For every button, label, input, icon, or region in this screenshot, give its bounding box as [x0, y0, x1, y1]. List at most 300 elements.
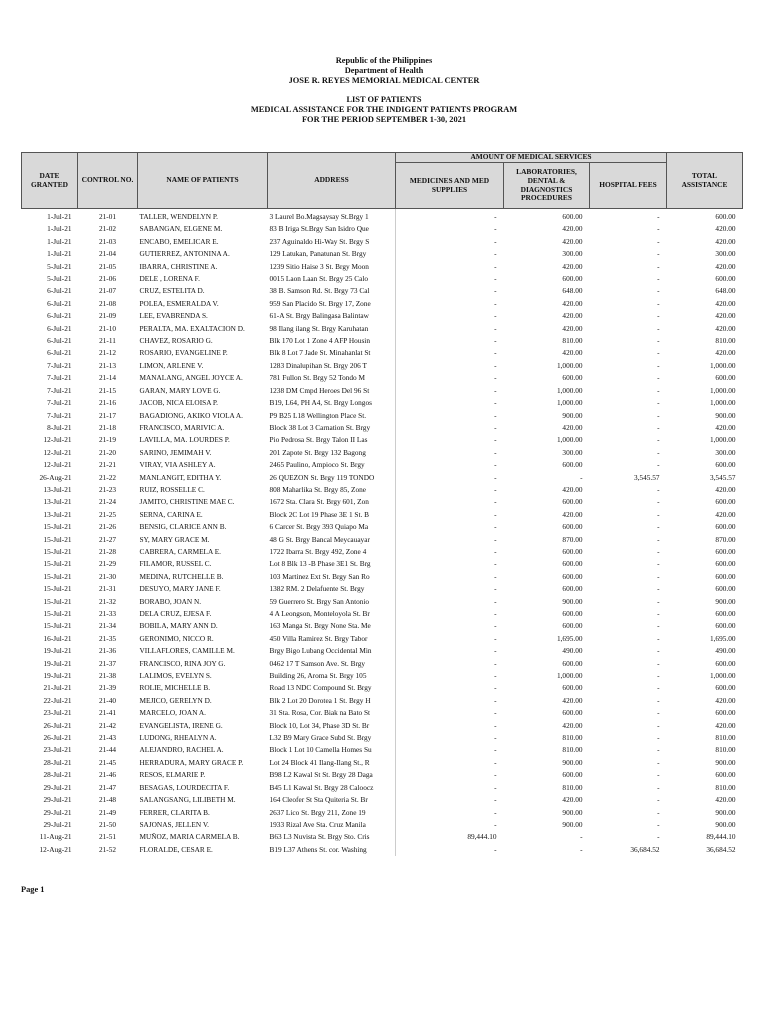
cell-hospital-fees: -: [657, 385, 660, 395]
cell-laboratories: 600.00: [562, 658, 583, 668]
cell-date-granted: 19-Jul-21: [43, 671, 72, 681]
cell-patient-name: BORABO, JOAN N.: [139, 596, 202, 606]
cell-total-assistance: 600.00: [715, 584, 736, 594]
cell-total-assistance: 900.00: [715, 410, 736, 420]
cell-patient-name: BAGADIONG, AKIKO VIOLA A.: [139, 410, 243, 420]
cell-address: B19 L37 Athens St. cor. Washing: [268, 844, 396, 856]
header-total-assistance: TOTAL ASSISTANCE: [667, 153, 743, 209]
cell-date-granted: 29-Jul-21: [43, 819, 72, 829]
cell-control-no: 21-13: [98, 360, 117, 370]
cell-total-assistance: 420.00: [715, 323, 736, 333]
cell-hospital-fees: -: [657, 261, 660, 271]
cell-medicines: -: [494, 249, 497, 259]
cell-patient-name: CHAVEZ, ROSARIO G.: [139, 336, 213, 346]
cell-medicines: -: [494, 323, 497, 333]
table-row: [22, 422, 743, 434]
table-row: [22, 459, 743, 471]
cell-patient-name: ALEJANDRO, RACHEL A.: [139, 745, 224, 755]
cell-laboratories: 900.00: [562, 819, 583, 829]
cell-total-assistance: 420.00: [715, 422, 736, 432]
cell-address: L32 B9 Mary Grace Subd St. Brgy: [268, 732, 396, 744]
cell-laboratories: 420.00: [562, 695, 583, 705]
cell-address: 1382 RM. 2 Delafuente St. Brgy: [268, 583, 396, 595]
cell-control-no: 21-12: [98, 348, 117, 358]
cell-total-assistance: 420.00: [715, 311, 736, 321]
cell-date-granted: 26-Jul-21: [43, 720, 72, 730]
cell-hospital-fees: -: [657, 460, 660, 470]
cell-patient-name: SARINO, JEMIMAH V.: [139, 447, 212, 457]
cell-medicines: -: [494, 559, 497, 569]
cell-address: 3 Laurel Bo.Magsaysay St.Brgy 1: [268, 209, 396, 224]
cell-medicines: -: [494, 571, 497, 581]
cell-address: 781 Fullon St. Brgy 52 Tondo M: [268, 372, 396, 384]
cell-hospital-fees: -: [657, 497, 660, 507]
cell-control-no: 21-03: [98, 236, 117, 246]
cell-control-no: 21-32: [98, 596, 117, 606]
cell-laboratories: 420.00: [562, 484, 583, 494]
cell-laboratories: 600.00: [562, 546, 583, 556]
cell-hospital-fees: -: [657, 360, 660, 370]
table-row: [22, 236, 743, 248]
cell-medicines: -: [494, 720, 497, 730]
patients-table-body: [22, 209, 743, 857]
cell-medicines: -: [494, 757, 497, 767]
cell-date-granted: 16-Jul-21: [43, 633, 72, 643]
cell-patient-name: SABANGAN, ELGENE M.: [139, 224, 223, 234]
header-date-granted: DATE GRANTED: [22, 153, 78, 209]
cell-hospital-fees: -: [657, 373, 660, 383]
cell-date-granted: 15-Jul-21: [43, 546, 72, 556]
cell-total-assistance: 600.00: [715, 621, 736, 631]
cell-address: P9 B25 L18 Wellington Place St.: [268, 410, 396, 422]
cell-laboratories: 810.00: [562, 745, 583, 755]
table-row: [22, 645, 743, 657]
cell-patient-name: RESOS, ELMARIE P.: [139, 770, 206, 780]
cell-total-assistance: 300.00: [715, 447, 736, 457]
table-row: [22, 744, 743, 756]
cell-control-no: 21-30: [98, 571, 117, 581]
cell-patient-name: LEE, EVABRENDA S.: [139, 311, 208, 321]
cell-address: Block 10, Lot 34, Phase 3D St. Br: [268, 720, 396, 732]
cell-hospital-fees: -: [657, 720, 660, 730]
cell-patient-name: SY, MARY GRACE M.: [139, 534, 210, 544]
page-number: Page 1: [21, 885, 45, 894]
cell-patient-name: VIRAY, VIA ASHLEY A.: [139, 460, 216, 470]
cell-medicines: -: [494, 385, 497, 395]
cell-address: Blk 170 Lot 1 Zone 4 AFP Housin: [268, 335, 396, 347]
cell-address: 4 A Leongson, Monteloyola St. Br: [268, 608, 396, 620]
cell-total-assistance: 600.00: [715, 559, 736, 569]
cell-total-assistance: 420.00: [715, 348, 736, 358]
cell-hospital-fees: -: [657, 224, 660, 234]
table-row: [22, 509, 743, 521]
header-control-no: CONTROL NO.: [78, 153, 138, 209]
cell-hospital-fees: -: [657, 348, 660, 358]
cell-total-assistance: 810.00: [715, 336, 736, 346]
cell-date-granted: 15-Jul-21: [43, 596, 72, 606]
cell-medicines: -: [494, 236, 497, 246]
cell-date-granted: 13-Jul-21: [43, 497, 72, 507]
cell-control-no: 21-49: [98, 807, 117, 817]
cell-hospital-fees: -: [657, 522, 660, 532]
cell-medicines: -: [494, 398, 497, 408]
cell-hospital-fees: -: [657, 484, 660, 494]
cell-patient-name: EVANGELISTA, IRENE G.: [139, 720, 223, 730]
cell-address: 1722 Ibarra St. Brgy 492, Zone 4: [268, 546, 396, 558]
cell-total-assistance: 420.00: [715, 236, 736, 246]
cell-date-granted: 22-Jul-21: [43, 695, 72, 705]
cell-total-assistance: 420.00: [715, 720, 736, 730]
cell-hospital-fees: -: [657, 733, 660, 743]
cell-patient-name: ROSARIO, EVANGELINE P.: [139, 348, 228, 358]
cell-total-assistance: 600.00: [715, 770, 736, 780]
cell-laboratories: 1,000.00: [556, 385, 583, 395]
cell-total-assistance: 648.00: [715, 286, 736, 296]
cell-hospital-fees: -: [657, 708, 660, 718]
table-row: [22, 682, 743, 694]
header-name-of-patients: NAME OF PATIENTS: [138, 153, 268, 209]
cell-patient-name: JAMITO, CHRISTINE MAE C.: [139, 497, 235, 507]
cell-date-granted: 15-Jul-21: [43, 621, 72, 631]
cell-control-no: 21-26: [98, 522, 117, 532]
cell-hospital-fees: -: [657, 422, 660, 432]
patients-table: [21, 152, 743, 856]
cell-total-assistance: 600.00: [715, 373, 736, 383]
cell-medicines: -: [494, 497, 497, 507]
cell-hospital-fees: -: [657, 571, 660, 581]
cell-control-no: 21-34: [98, 621, 117, 631]
cell-hospital-fees: -: [657, 757, 660, 767]
cell-date-granted: 6-Jul-21: [47, 286, 72, 296]
cell-control-no: 21-47: [98, 782, 117, 792]
cell-hospital-fees: -: [657, 559, 660, 569]
table-row: [22, 261, 743, 273]
cell-laboratories: 600.00: [562, 584, 583, 594]
cell-medicines: -: [494, 336, 497, 346]
cell-address: Blk 8 Lot 7 Jade St. Minahanlat St: [268, 347, 396, 359]
table-row: [22, 620, 743, 632]
cell-control-no: 21-24: [98, 497, 117, 507]
cell-date-granted: 13-Jul-21: [43, 484, 72, 494]
cell-patient-name: MUÑOZ, MARIA CARMELA B.: [139, 832, 240, 842]
cell-date-granted: 15-Jul-21: [43, 522, 72, 532]
cell-total-assistance: 900.00: [715, 807, 736, 817]
cell-patient-name: SALANGSANG, LILIBETH M.: [139, 795, 236, 805]
cell-total-assistance: 810.00: [715, 782, 736, 792]
cell-hospital-fees: -: [657, 658, 660, 668]
table-row: [22, 484, 743, 496]
cell-total-assistance: 1,695.00: [709, 633, 736, 643]
header-period: FOR THE PERIOD SEPTEMBER 1-30, 2021: [301, 114, 467, 124]
cell-medicines: -: [494, 708, 497, 718]
table-row: [22, 558, 743, 570]
cell-control-no: 21-35: [98, 633, 117, 643]
cell-patient-name: LALIMOS, EVELYN S.: [139, 671, 212, 681]
cell-control-no: 21-01: [98, 212, 117, 221]
cell-address: 38 B. Samson Rd. St. Brgy 73 Cal: [268, 285, 396, 297]
cell-address: Building 26, Aroma St. Brgy 105: [268, 670, 396, 682]
cell-total-assistance: 810.00: [715, 733, 736, 743]
cell-patient-name: LUDONG, RHEALYN A.: [139, 733, 217, 743]
table-row: [22, 831, 743, 843]
cell-patient-name: ROLIE, MICHELLE B.: [139, 683, 211, 693]
cell-address: 808 Maharlika St. Brgy 85, Zone: [268, 484, 396, 496]
header-republic: Republic of the Philippines: [335, 56, 433, 65]
cell-medicines: -: [494, 261, 497, 271]
cell-patient-name: SERNA, CARINA E.: [139, 509, 203, 519]
cell-patient-name: FILAMOR, RUSSEL C.: [139, 559, 212, 569]
cell-control-no: 21-27: [98, 534, 117, 544]
cell-patient-name: RUIZ, ROSSELLE C.: [139, 484, 205, 494]
cell-hospital-fees: -: [657, 236, 660, 246]
cell-hospital-fees: -: [657, 336, 660, 346]
cell-hospital-fees: -: [657, 435, 660, 445]
cell-total-assistance: 600.00: [715, 497, 736, 507]
cell-date-granted: 29-Jul-21: [43, 795, 72, 805]
table-row: [22, 223, 743, 235]
cell-control-no: 21-36: [98, 646, 117, 656]
cell-hospital-fees: -: [657, 646, 660, 656]
cell-hospital-fees: -: [657, 695, 660, 705]
cell-laboratories: 490.00: [562, 646, 583, 656]
cell-address: 163 Manga St. Brgy None Sta. Me: [268, 620, 396, 632]
cell-date-granted: 1-Jul-21: [47, 236, 72, 246]
cell-patient-name: MANLANGIT, EDITHA Y.: [139, 472, 222, 482]
cell-address: 31 Sta. Rosa, Cor. Biak na Bato St: [268, 707, 396, 719]
cell-medicines: -: [494, 633, 497, 643]
cell-address: Blk 2 Lot 20 Dorotea 1 St. Brgy H: [268, 695, 396, 707]
cell-laboratories: 420.00: [562, 311, 583, 321]
cell-total-assistance: 600.00: [715, 546, 736, 556]
table-row: [22, 844, 743, 856]
cell-laboratories: 420.00: [562, 236, 583, 246]
table-row: [22, 298, 743, 310]
cell-hospital-fees: -: [657, 621, 660, 631]
cell-date-granted: 15-Jul-21: [43, 609, 72, 618]
table-row: [22, 360, 743, 372]
cell-control-no: 21-43: [98, 733, 117, 743]
cell-total-assistance: 600.00: [715, 274, 736, 284]
cell-address: 1283 Dinalupihan St. Brgy 206 T: [268, 360, 396, 372]
cell-laboratories: -: [580, 832, 583, 842]
cell-control-no: 21-02: [98, 224, 117, 234]
cell-medicines: -: [494, 460, 497, 470]
cell-total-assistance: 900.00: [715, 596, 736, 606]
table-row: [22, 285, 743, 297]
table-row: [22, 658, 743, 670]
cell-hospital-fees: -: [657, 323, 660, 333]
cell-date-granted: 1-Jul-21: [47, 212, 72, 221]
cell-date-granted: 7-Jul-21: [47, 373, 72, 383]
cell-medicines: -: [494, 447, 497, 457]
cell-medicines: -: [494, 212, 497, 221]
cell-total-assistance: 870.00: [715, 534, 736, 544]
cell-control-no: 21-52: [98, 844, 117, 854]
cell-laboratories: 420.00: [562, 323, 583, 333]
cell-laboratories: 600.00: [562, 683, 583, 693]
cell-control-no: 21-28: [98, 546, 117, 556]
cell-patient-name: GARAN, MARY LOVE G.: [139, 385, 221, 395]
cell-medicines: -: [494, 546, 497, 556]
cell-address: 164 Cleofer St Sta Quiteria St. Br: [268, 794, 396, 806]
cell-address: 61-A St. Brgy Balingasa Balintaw: [268, 310, 396, 322]
table-row: [22, 608, 743, 620]
cell-hospital-fees: -: [657, 795, 660, 805]
header-amount-of-medical-services: AMOUNT OF MEDICAL SERVICES: [396, 153, 667, 163]
cell-medicines: -: [494, 484, 497, 494]
cell-total-assistance: 810.00: [715, 745, 736, 755]
cell-address: 450 Villa Ramirez St. Brgy Tabor: [268, 633, 396, 645]
cell-date-granted: 15-Jul-21: [43, 584, 72, 594]
cell-laboratories: 1,000.00: [556, 671, 583, 681]
cell-address: Block 2C Lot 19 Phase 3E 1 St. B: [268, 509, 396, 521]
cell-laboratories: 300.00: [562, 249, 583, 259]
cell-control-no: 21-31: [98, 584, 117, 594]
cell-address: 1672 Sta. Clara St. Brgy 601, Zon: [268, 496, 396, 508]
table-row: [22, 782, 743, 794]
table-row: [22, 310, 743, 322]
cell-patient-name: GERONIMO, NICCO R.: [139, 633, 214, 643]
cell-patient-name: DELA CRUZ, EJESA F.: [139, 609, 212, 618]
cell-hospital-fees: -: [657, 509, 660, 519]
cell-hospital-fees: -: [657, 584, 660, 594]
cell-date-granted: 7-Jul-21: [47, 410, 72, 420]
cell-address: 26 QUEZON St. Brgy 119 TONDO: [268, 472, 396, 484]
cell-patient-name: FLORALDE, CESAR E.: [139, 844, 213, 854]
cell-patient-name: GUTIERREZ, ANTONINA A.: [139, 249, 230, 259]
cell-hospital-fees: -: [657, 633, 660, 643]
cell-date-granted: 23-Jul-21: [43, 745, 72, 755]
cell-laboratories: -: [580, 472, 583, 482]
cell-date-granted: 7-Jul-21: [47, 398, 72, 408]
table-row: [22, 571, 743, 583]
table-row: [22, 273, 743, 285]
cell-medicines: -: [494, 584, 497, 594]
cell-medicines: -: [494, 770, 497, 780]
cell-address: 103 Martinez Ext St. Brgy San Ro: [268, 571, 396, 583]
cell-laboratories: 600.00: [562, 609, 583, 618]
cell-laboratories: 420.00: [562, 422, 583, 432]
table-row: [22, 410, 743, 422]
cell-hospital-fees: -: [657, 807, 660, 817]
table-row: [22, 323, 743, 335]
cell-total-assistance: 600.00: [715, 708, 736, 718]
cell-laboratories: 600.00: [562, 460, 583, 470]
cell-date-granted: 12-Aug-21: [39, 844, 72, 854]
cell-address: 201 Zapote St. Brgy 132 Bagong: [268, 447, 396, 459]
cell-total-assistance: 1,000.00: [709, 398, 736, 408]
cell-patient-name: FRANCISCO, RINA JOY G.: [139, 658, 226, 668]
cell-date-granted: 26-Aug-21: [39, 472, 72, 482]
cell-control-no: 21-08: [98, 298, 117, 308]
cell-medicines: -: [494, 298, 497, 308]
cell-medicines: -: [494, 658, 497, 668]
cell-laboratories: 1,000.00: [556, 435, 583, 445]
cell-hospital-fees: -: [657, 286, 660, 296]
cell-patient-name: LAVILLA, MA. LOURDES P.: [139, 435, 230, 445]
cell-address: 129 Latukan, Panatunan St. Brgy: [268, 248, 396, 260]
cell-patient-name: SAJONAS, JELLEN V.: [139, 819, 209, 829]
cell-medicines: -: [494, 646, 497, 656]
cell-total-assistance: 600.00: [715, 522, 736, 532]
cell-patient-name: MEDINA, RUTCHELLE B.: [139, 571, 224, 581]
table-row: [22, 209, 743, 224]
cell-laboratories: 420.00: [562, 348, 583, 358]
cell-control-no: 21-51: [98, 832, 117, 842]
cell-address: 6 Carcer St. Brgy 393 Quiapo Ma: [268, 521, 396, 533]
table-row: [22, 472, 743, 484]
table-row: [22, 496, 743, 508]
cell-laboratories: 600.00: [562, 522, 583, 532]
cell-medicines: -: [494, 348, 497, 358]
table-row: [22, 534, 743, 546]
cell-date-granted: 26-Jul-21: [43, 733, 72, 743]
cell-address: B19, L64, PH A4, St. Brgy Longos: [268, 397, 396, 409]
cell-total-assistance: 490.00: [715, 646, 736, 656]
cell-laboratories: 420.00: [562, 298, 583, 308]
cell-laboratories: 420.00: [562, 720, 583, 730]
cell-control-no: 21-29: [98, 559, 117, 569]
cell-laboratories: 810.00: [562, 336, 583, 346]
cell-hospital-fees: 36,684.52: [630, 844, 660, 854]
table-row: [22, 335, 743, 347]
cell-control-no: 21-37: [98, 658, 117, 668]
cell-medicines: -: [494, 795, 497, 805]
cell-control-no: 21-45: [98, 757, 117, 767]
cell-patient-name: JACOB, NICA ELOISA P.: [139, 398, 218, 408]
cell-date-granted: 28-Jul-21: [43, 770, 72, 780]
cell-control-no: 21-04: [98, 249, 117, 259]
cell-medicines: -: [494, 509, 497, 519]
cell-medicines: -: [494, 609, 497, 618]
cell-hospital-fees: -: [657, 745, 660, 755]
table-row: [22, 583, 743, 595]
cell-date-granted: 11-Aug-21: [39, 832, 72, 842]
cell-hospital-fees: -: [657, 311, 660, 321]
cell-patient-name: ENCABO, EMELICAR E.: [139, 236, 219, 246]
cell-patient-name: CABRERA, CARMELA E.: [139, 546, 221, 556]
cell-date-granted: 5-Jul-21: [47, 274, 72, 284]
cell-hospital-fees: -: [657, 534, 660, 544]
cell-date-granted: 15-Jul-21: [43, 534, 72, 544]
header-address: ADDRESS: [268, 153, 396, 209]
cell-medicines: -: [494, 286, 497, 296]
cell-patient-name: VILLAFLORES, CAMILLE M.: [139, 646, 235, 656]
cell-total-assistance: 600.00: [715, 683, 736, 693]
cell-control-no: 21-20: [98, 447, 117, 457]
header-laboratories: LABORATORIES, DENTAL & DIAGNOSTICS PROCEDURES: [504, 163, 590, 209]
cell-laboratories: 600.00: [562, 373, 583, 383]
table-row: [22, 695, 743, 707]
cell-medicines: -: [494, 534, 497, 544]
cell-date-granted: 5-Jul-21: [47, 261, 72, 271]
table-row: [22, 434, 743, 446]
cell-date-granted: 7-Jul-21: [47, 385, 72, 395]
cell-laboratories: 1,000.00: [556, 398, 583, 408]
cell-laboratories: 600.00: [562, 212, 583, 221]
header-department: Department of Health: [344, 65, 424, 75]
cell-total-assistance: 600.00: [715, 658, 736, 668]
cell-laboratories: 900.00: [562, 757, 583, 767]
cell-laboratories: 900.00: [562, 807, 583, 817]
cell-medicines: -: [494, 435, 497, 445]
cell-total-assistance: 600.00: [715, 460, 736, 470]
cell-address: 0015 Laon Laan St. Brgy 25 Calo: [268, 273, 396, 285]
cell-date-granted: 19-Jul-21: [43, 646, 72, 656]
cell-medicines: -: [494, 695, 497, 705]
cell-hospital-fees: -: [657, 832, 660, 842]
cell-medicines: -: [494, 807, 497, 817]
